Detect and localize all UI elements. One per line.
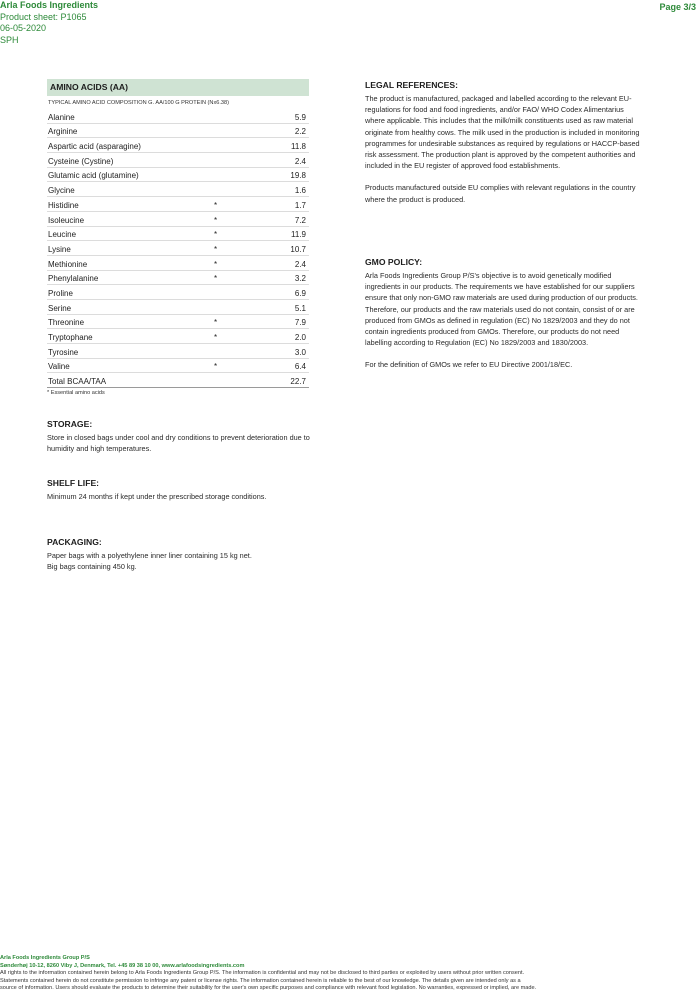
- amino-acid-row: [47, 315, 309, 330]
- packaging-line-1: Paper bags with a polyethylene inner liner containing 15 kg net.: [47, 551, 252, 560]
- document-date: 06-05-2020: [0, 23, 47, 33]
- amino-acid-value: 22.7: [290, 377, 306, 387]
- product-sheet-id: Product sheet: P1065: [0, 11, 87, 22]
- essential-marker: *: [214, 230, 218, 240]
- essential-marker: *: [214, 333, 218, 342]
- amino-acid-value: 11.9: [291, 230, 306, 240]
- amino-acid-name: Total BCAA/TAA: [48, 377, 107, 387]
- amino-acid-value: 6.4: [294, 362, 306, 372]
- shelf-life-section: [47, 478, 317, 502]
- amino-acid-row: [47, 168, 309, 183]
- amino-acids-footnote: * Essential amino acids: [47, 390, 105, 397]
- amino-acid-value: 5.1: [294, 303, 306, 313]
- amino-acid-name: Methionine: [48, 259, 88, 269]
- amino-acid-value: 3.0: [294, 347, 306, 357]
- essential-marker: *: [214, 362, 218, 372]
- amino-acid-row: [47, 138, 309, 153]
- amino-acid-name: Lysine: [48, 244, 71, 254]
- amino-acid-row: [47, 182, 309, 197]
- amino-acid-name: Cysteine (Cystine): [48, 156, 114, 166]
- document-header: [0, 0, 98, 46]
- amino-acid-name: Isoleucine: [48, 215, 85, 225]
- footer-company: Arla Foods Ingredients Group P/S: [0, 955, 90, 961]
- packaging-section: [47, 537, 317, 572]
- packaging-line-2: Big bags containing 450 kg.: [47, 562, 137, 572]
- storage-text: Store in closed bags under cool and dry conditions to prevent deterioration due to humidity and high temperatures.: [47, 433, 310, 454]
- amino-acid-name: Serine: [48, 303, 72, 313]
- amino-acid-name: Phenylalanine: [48, 274, 99, 284]
- amino-acid-value: 11.8: [291, 142, 306, 152]
- footer-disclaimer-3: source of information. Users should evaluate the products to determine their suitability for the user's own specific purposes and compliance with relevant food legislation. No warranties, expressed or implied, are made.: [0, 985, 537, 992]
- amino-acid-value: 1.7: [294, 200, 306, 210]
- amino-acid-value: 2.4: [294, 156, 306, 166]
- amino-acid-row: [47, 197, 309, 212]
- essential-marker: *: [214, 318, 218, 328]
- page-number: Page 3/3: [659, 2, 696, 12]
- amino-acid-row: [47, 153, 309, 168]
- gmo-paragraph-1: Arla Foods Ingredients Group P/S's objective is to avoid genetically modified ingredients in our products. The requirements we have established for our suppliers ensure that only non-GMO raw materials are used during production of our products. Therefore, our products and the raw materials used do not contain, consist of or are produced from GMOs as defined in regulation (EC) No 1829/2003 and they do not contain ingredients produced from GMOs. Therefore, our products do not need labelling according to Regulation (EC) No 1829/2003 and 1830/2003.: [365, 271, 638, 348]
- amino-acids-subtitle: TYPICAL AMINO ACID COMPOSITION G. AA/100 G PROTEIN (Nx6.38): [48, 100, 230, 106]
- amino-acid-row: [47, 373, 309, 388]
- amino-acid-name: Valine: [48, 362, 70, 372]
- amino-acid-row: [47, 271, 309, 286]
- amino-acid-name: Proline: [48, 288, 73, 298]
- document-code: SPH: [0, 34, 19, 45]
- amino-acid-value: 19.8: [290, 171, 306, 181]
- amino-acid-value: 7.2: [294, 215, 306, 225]
- legal-paragraph-1: The product is manufactured, packaged and labelled according to the relevant EU-regulations for food and food ingredients, and/or FAO/ WHO Codex Alimentarius where applicable. This includes that the milk/milk constituents used as raw material originate from healthy cows. The milk used in the production is included in monitoring programmes for undesirable substances as required by regulations or HACCP-based risk assessment. The production plant is approved by the competent authorities and included in the EU register of approved food establishments.: [365, 94, 640, 171]
- amino-acid-value: 2.4: [294, 259, 306, 269]
- legal-paragraph-2: Products manufactured outside EU complies with relevant regulations in the country where the product is produced.: [365, 183, 636, 204]
- storage-section: [47, 419, 317, 454]
- storage-title: STORAGE:: [47, 419, 93, 429]
- legal-title: LEGAL REFERENCES:: [365, 80, 458, 90]
- amino-acid-value: 1.6: [294, 186, 306, 196]
- amino-acid-row: [47, 212, 309, 227]
- footer-disclaimer-1: All rights to the information contained herein belong to Arla Foods Ingredients Group P/S. The information is confidential and may not be disclosed to third parties or exploited by users without prior written consent.: [0, 970, 525, 977]
- amino-acid-name: Glycine: [48, 186, 75, 196]
- amino-acid-row: [47, 124, 309, 139]
- amino-acids-title: AMINO ACIDS (AA): [47, 79, 309, 96]
- essential-marker: *: [214, 274, 218, 284]
- amino-acid-name: Glutamic acid (glutamine): [48, 171, 139, 181]
- amino-acid-name: Leucine: [48, 230, 77, 240]
- legal-references-section: [365, 80, 643, 205]
- amino-acid-row: [47, 109, 309, 124]
- company-name: Arla Foods Ingredients: [0, 0, 99, 10]
- shelf-life-text: Minimum 24 months if kept under the prescribed storage conditions.: [47, 492, 267, 501]
- amino-acid-row: [47, 300, 309, 315]
- packaging-title: PACKAGING:: [47, 537, 102, 547]
- footer-address: Sønderhøj 10-12, 8260 Viby J, Denmark, Tel. +45 89 38 10 00, www.arlafoodsingredients.com: [0, 962, 245, 969]
- amino-acid-row: [47, 359, 309, 374]
- amino-acid-value: 2.2: [294, 127, 306, 137]
- amino-acid-value: 5.9: [294, 112, 306, 122]
- amino-acid-name: Histidine: [48, 200, 79, 210]
- amino-acid-row: [47, 329, 309, 344]
- amino-acid-name: Threonine: [48, 318, 85, 328]
- essential-marker: *: [214, 244, 218, 254]
- amino-acid-value: 3.2: [294, 274, 306, 284]
- amino-acid-name: Tryptophane: [48, 333, 93, 342]
- amino-acid-name: Arginine: [48, 127, 78, 137]
- amino-acid-value: 7.9: [294, 318, 306, 328]
- amino-acids-section: [47, 79, 309, 396]
- essential-marker: *: [214, 200, 218, 210]
- amino-acid-value: 10.7: [290, 244, 306, 254]
- amino-acid-name: Aspartic acid (asparagine): [48, 142, 141, 152]
- shelf-life-title: SHELF LIFE:: [47, 478, 100, 488]
- amino-acid-row: [47, 344, 309, 359]
- amino-acid-row: [47, 227, 309, 242]
- amino-acid-row: [47, 241, 309, 256]
- document-footer: [0, 955, 700, 993]
- gmo-title: GMO POLICY:: [365, 257, 423, 267]
- amino-acid-value: 2.0: [294, 333, 306, 342]
- amino-acid-name: Tyrosine: [48, 347, 79, 357]
- gmo-policy-section: [365, 257, 643, 371]
- amino-acid-value: 6.9: [294, 288, 306, 298]
- amino-acid-name: Alanine: [48, 112, 75, 122]
- footer-disclaimer-2: Statements contained herein do not constitute permission to infringe any patent or license rights. The information contained herein is reliable to the best of our knowledge. The details given are intended only as a: [0, 977, 521, 984]
- gmo-paragraph-2: For the definition of GMOs we refer to EU Directive 2001/18/EC.: [365, 360, 573, 370]
- amino-acid-row: [47, 256, 309, 271]
- amino-acid-row: [47, 285, 309, 300]
- amino-acids-table: [47, 109, 309, 388]
- essential-marker: *: [214, 259, 218, 269]
- essential-marker: *: [214, 215, 218, 225]
